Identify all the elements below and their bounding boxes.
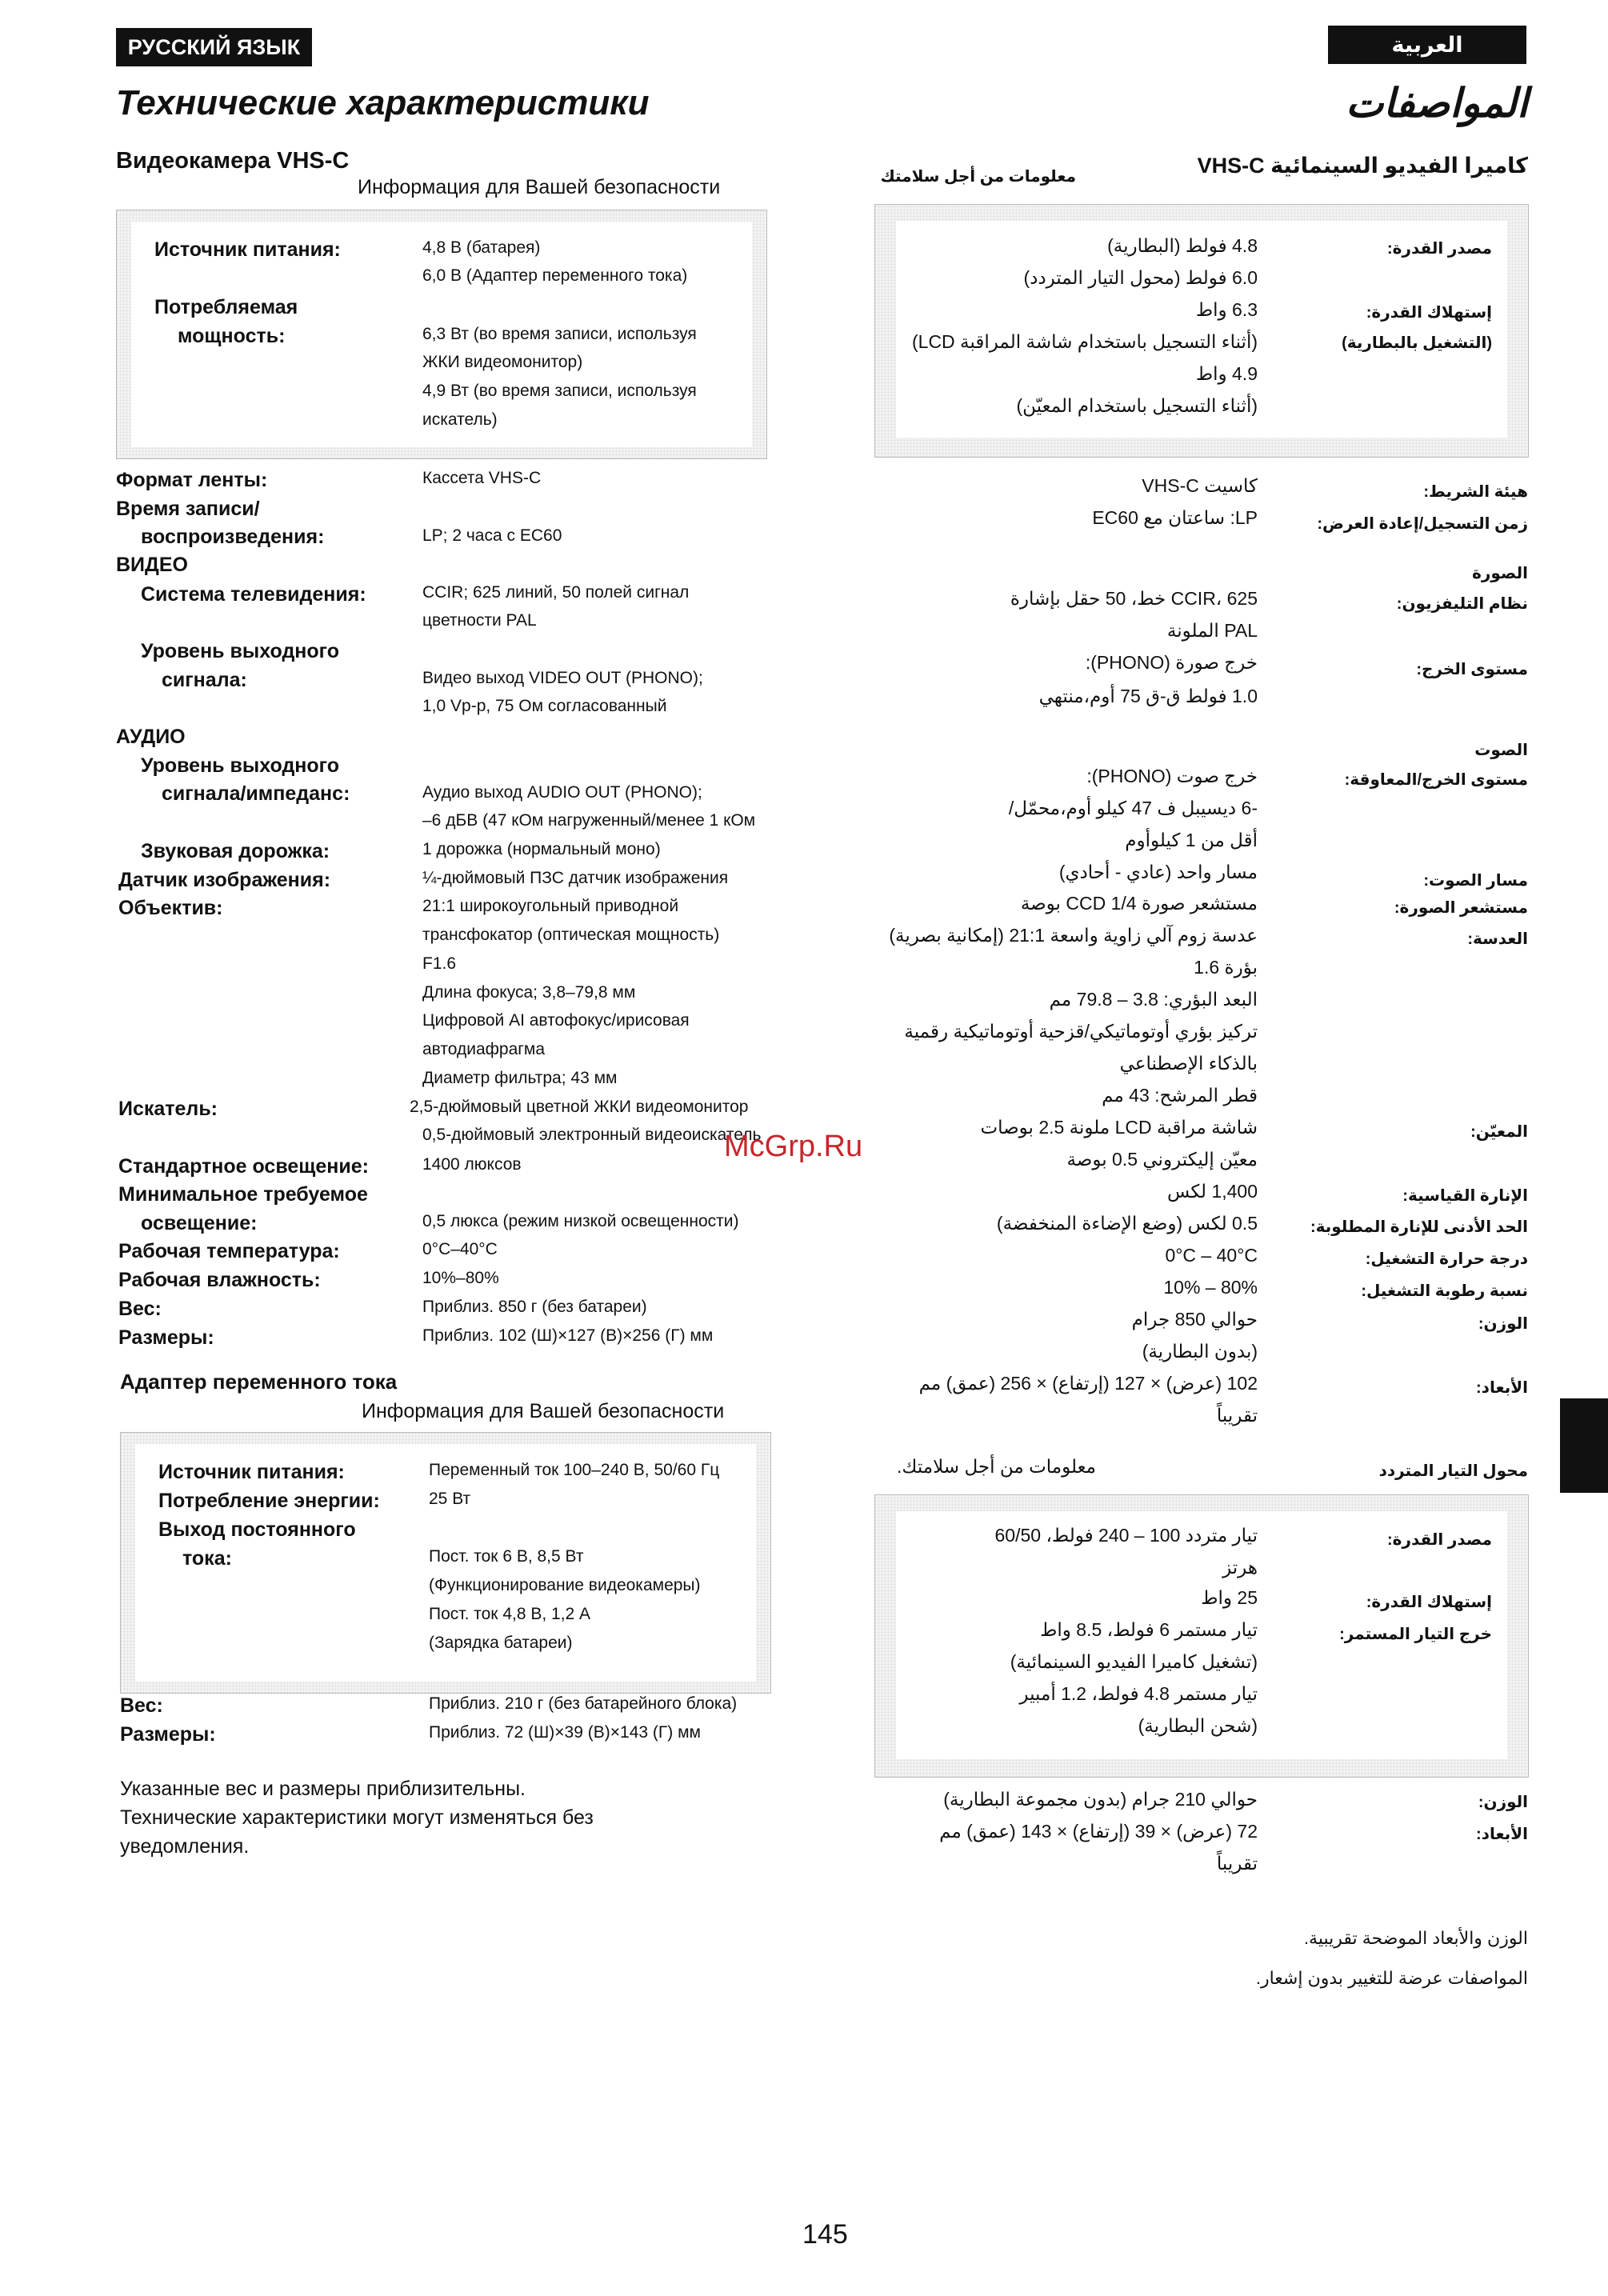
recording-time-value-arabic: LP: ساعتان مع EC60: [1092, 507, 1258, 528]
operating-temperature-value: 0°C–40°C: [422, 1240, 498, 1258]
operating-temperature-label-arabic: درجة حرارة التشغيل:: [1365, 1250, 1528, 1268]
sound-track-label: Звуковая дорожка:: [141, 840, 330, 862]
footnote-line-arabic: الوزن والأبعاد الموضحة تقريبية.: [1303, 1928, 1528, 1948]
recording-time-label-arabic: زمن التسجيل/إعادة العرض:: [1317, 515, 1528, 533]
adapter-weight-label-arabic: الوزن:: [1478, 1794, 1528, 1811]
viewfinder-value-arabic: معيّن إليكتروني 0.5 بوصة: [1066, 1149, 1258, 1170]
adapter-dc-output-label: Выход постоянного: [158, 1518, 356, 1541]
adapter-dc-output-value: Пост. ток 6 В, 8,5 Вт: [429, 1547, 584, 1566]
lens-value: автодиафрагма: [422, 1040, 546, 1058]
video-heading: ВИДЕО: [116, 554, 188, 576]
operating-humidity-value-arabic: 10% – 80%: [1163, 1277, 1258, 1298]
video-output-label: сигнала:: [162, 669, 247, 691]
adapter-safety-note: Информация для Вашей безопасности: [362, 1400, 725, 1422]
adapter-dc-output-label-arabic: خرج التيار المستمر:: [1339, 1626, 1492, 1643]
adapter-power-source-label-arabic: مصدر القدرة:: [1386, 1531, 1492, 1549]
section-side-tab: [1560, 1398, 1608, 1493]
recording-time-label: Время записи/: [116, 498, 260, 520]
minimum-illumination-label: Минимальное требуемое: [118, 1183, 368, 1206]
power-consumption-value: ЖКИ видеомонитор): [422, 353, 583, 371]
image-sensor-label-arabic: مستشعر الصورة:: [1394, 899, 1528, 917]
lens-label: Объектив:: [118, 897, 223, 919]
audio-output-value: –6 дБВ (47 кОм нагруженный/менее 1 кОм: [422, 811, 756, 830]
language-tag-russian: РУССКИЙ ЯЗЫК: [116, 28, 312, 66]
viewfinder-value: 0,5-дюймовый электронный видеоискатель: [422, 1126, 762, 1144]
tv-system-value-arabic: PAL الملونة: [1166, 620, 1258, 641]
page-title-arabic: المواصفات: [1346, 81, 1528, 126]
weight-label-arabic: الوزن:: [1478, 1315, 1528, 1333]
dimensions-label: Размеры:: [118, 1326, 214, 1349]
adapter-heading-arabic: محول التيار المتردد: [1378, 1462, 1528, 1480]
footnote-line-arabic: المواصفات عرضة للتغيير بدون إشعار.: [1255, 1968, 1528, 1988]
power-source-value-arabic: 4.8 فولط (البطارية): [1107, 235, 1258, 256]
viewfinder-label: Искатель:: [118, 1098, 218, 1120]
tape-format-label-arabic: هيئة الشريط:: [1423, 483, 1528, 501]
operating-temperature-value-arabic: 0°C – 40°C: [1165, 1245, 1258, 1266]
camera-safety-note: Информация для Вашей безопасности: [358, 176, 721, 198]
footnote-line: Указанные вес и размеры приблизительны.: [120, 1778, 526, 1800]
video-output-label-arabic: مستوى الخرج:: [1416, 661, 1528, 678]
image-sensor-value: ¼-дюймовый ПЗС датчик изображения: [422, 869, 729, 887]
adapter-consumption-label: Потребление энергии:: [158, 1490, 380, 1512]
minimum-illumination-value: 0,5 люкса (режим низкой освещенности): [422, 1212, 739, 1230]
audio-output-value-arabic: أقل من 1 كيلوأوم: [1125, 830, 1258, 850]
minimum-illumination-label: освещение:: [141, 1212, 258, 1234]
operating-humidity-label: Рабочая влажность:: [118, 1269, 321, 1291]
video-output-value: Видео выход VIDEO OUT (PHONO);: [422, 669, 703, 687]
lens-value: Длина фокуса; 3,8–79,8 мм: [422, 983, 636, 1002]
audio-output-value-arabic: -6 ديسيبل ف 47 كيلو أوم،محمّل/: [1008, 798, 1258, 818]
adapter-dimensions-label-arabic: الأبعاد:: [1476, 1826, 1528, 1843]
audio-output-value: Аудио выход AUDIO OUT (PHONO);: [422, 783, 702, 802]
power-consumption-label: Потребляемая: [154, 296, 298, 318]
lens-value-arabic: بؤرة 1.6: [1194, 957, 1258, 978]
recording-time-label: воспроизведения:: [141, 526, 325, 548]
power-consumption-label: мощность:: [178, 325, 286, 347]
power-consumption-value-arabic: (أثناء التسجيل باستخدام المعيّن): [1016, 395, 1258, 416]
video-output-value: 1,0 Vp-p, 75 Ом согласованный: [422, 697, 667, 715]
audio-output-label-arabic: مستوى الخرج/المعاوقة:: [1344, 771, 1528, 789]
adapter-dc-output-value-arabic: (تشغيل كاميرا الفيديو السينمائية): [1010, 1651, 1258, 1672]
camera-heading-arabic: كاميرا الفيديو السينمائية VHS-C: [1197, 154, 1528, 178]
tape-format-label: Формат ленты:: [116, 469, 268, 491]
video-output-label: Уровень выходного: [141, 640, 340, 662]
adapter-dc-output-value: (Зарядка батареи): [429, 1634, 573, 1652]
viewfinder-value: 2,5-дюймовый цветной ЖКИ видеомонитор: [410, 1098, 749, 1116]
language-tag-arabic: العربية: [1328, 26, 1526, 64]
adapter-consumption-value: 25 Вт: [429, 1490, 471, 1508]
audio-output-label: сигнала/импеданс:: [162, 782, 350, 805]
adapter-power-source-value: Переменный ток 100–240 В, 50/60 Гц: [429, 1461, 720, 1479]
dimensions-value-arabic: تقريباً: [1216, 1405, 1258, 1426]
standard-illumination-label-arabic: الإنارة القياسية:: [1402, 1187, 1528, 1205]
adapter-dc-output-value: (Функционирование видеокамеры): [429, 1576, 701, 1594]
minimum-illumination-value-arabic: 0.5 لكس (وضع الإضاءة المنخفضة): [996, 1213, 1258, 1234]
lens-value-arabic: بالذكاء الإصطناعي: [1119, 1053, 1258, 1074]
watermark-text: McGrp.Ru: [724, 1130, 863, 1163]
lens-value-arabic: البعد البؤري: 3.8 – 79.8 مم: [1049, 989, 1258, 1010]
adapter-consumption-label-arabic: إستهلاك القدرة:: [1366, 1594, 1492, 1611]
recording-time-value: LP; 2 часа с EC60: [422, 526, 562, 545]
power-consumption-value: 6,3 Вт (во время записи, используя: [422, 325, 697, 343]
power-consumption-value-arabic: 6.3 واط: [1195, 299, 1258, 320]
adapter-dimensions-label: Размеры:: [120, 1723, 216, 1746]
standard-illumination-value: 1400 люксов: [422, 1155, 522, 1174]
footnote-line: Технические характеристики могут изменяться без: [120, 1806, 594, 1829]
lens-value: Цифровой AI автофокус/ирисовая: [422, 1011, 690, 1030]
operating-humidity-label-arabic: نسبة رطوبة التشغيل:: [1361, 1282, 1528, 1300]
footnote-line: уведомления.: [120, 1835, 250, 1858]
adapter-weight-value-arabic: حوالي 210 جرام (بدون مجموعة البطارية): [943, 1789, 1258, 1810]
lens-value-arabic: عدسة زوم آلي زاوية واسعة 21:1 (إمكانية بصرية): [889, 925, 1258, 946]
adapter-weight-label: Вес:: [120, 1694, 163, 1717]
weight-label: Вес:: [118, 1298, 162, 1320]
viewfinder-label-arabic: المعيّن:: [1470, 1123, 1528, 1141]
adapter-consumption-value-arabic: 25 واط: [1201, 1587, 1258, 1608]
tv-system-value: цветности PAL: [422, 611, 537, 630]
lens-value: 21:1 широкоугольный приводной: [422, 897, 679, 915]
operating-humidity-value: 10%–80%: [422, 1269, 499, 1287]
audio-heading-arabic: الصوت: [1474, 742, 1528, 759]
power-consumption-value-arabic: 4.9 واط: [1195, 363, 1258, 384]
dimensions-value-arabic: 102 (عرض) × 127 (إرتفاع) × 256 (عمق) مم: [918, 1373, 1258, 1394]
power-source-label-arabic: مصدر القدرة:: [1386, 240, 1492, 258]
video-output-value-arabic: خرج صورة (PHONO):: [1085, 652, 1258, 673]
power-consumption-label-arabic: إستهلاك القدرة:: [1366, 304, 1492, 322]
tv-system-label-arabic: نظام التليفزيون:: [1396, 595, 1528, 613]
adapter-power-source-value-arabic: تيار متردد 100 – 240 فولط، 60/50: [994, 1525, 1258, 1546]
lens-value: Диаметр фильтра; 43 мм: [422, 1069, 618, 1087]
tape-format-value: Кассета VHS-C: [422, 469, 542, 487]
viewfinder-value-arabic: شاشة مراقبة LCD ملونة 2.5 بوصات: [980, 1117, 1258, 1138]
adapter-dimensions-value-arabic: 72 (عرض) × 39 (إرتفاع) × 143 (عمق) مم: [939, 1821, 1258, 1842]
audio-heading: АУДИО: [116, 726, 186, 748]
power-source-value: 6,0 В (Адаптер переменного тока): [422, 266, 688, 285]
weight-value-arabic: حوالي 850 جرام: [1131, 1309, 1258, 1330]
adapter-weight-value: Приблиз. 210 г (без батарейного блока): [429, 1694, 738, 1713]
adapter-dc-output-value-arabic: (شحن البطارية): [1138, 1715, 1258, 1736]
image-sensor-value-arabic: مستشعر صورة CCD 1/4 بوصة: [1020, 893, 1258, 914]
adapter-power-source-value-arabic: هرتز: [1222, 1557, 1258, 1578]
sound-track-value: 1 дорожка (нормальный моно): [422, 840, 661, 858]
lens-value: F1.6: [422, 954, 457, 973]
audio-output-value-arabic: خرج صوت (PHONO):: [1086, 766, 1258, 786]
adapter-power-source-label: Источник питания:: [158, 1461, 345, 1483]
sound-track-value-arabic: مسار واحد (عادي - أحادي): [1058, 862, 1258, 882]
power-consumption-value-arabic: (أثناء التسجيل باستخدام شاشة المراقبة LCD): [911, 331, 1258, 352]
power-consumption-value: 4,9 Вт (во время записи, используя: [422, 382, 697, 400]
tv-system-value-arabic: CCIR، 625 خط، 50 حقل بإشارة: [1010, 588, 1258, 609]
adapter-dc-output-value: Пост. ток 4,8 В, 1,2 А: [429, 1605, 591, 1623]
tv-system-label: Система телевидения:: [141, 583, 366, 606]
adapter-dimensions-value: Приблиз. 72 (Ш)×39 (В)×143 (Г) мм: [429, 1723, 701, 1742]
tv-system-value: CCIR; 625 линий, 50 полей сигнал: [422, 583, 690, 602]
page-title-russian: Технические характеристики: [116, 83, 650, 122]
tape-format-value-arabic: كاسيت VHS-C: [1142, 475, 1258, 496]
image-sensor-label: Датчик изображения:: [118, 869, 331, 891]
power-source-value-arabic: 6.0 فولط (محول التيار المتردد): [1023, 267, 1258, 288]
dimensions-value: Приблиз. 102 (Ш)×127 (В)×256 (Г) мм: [422, 1326, 714, 1345]
video-output-value-arabic: 1.0 فولط ق-ق 75 أوم،منتهي: [1038, 686, 1258, 706]
sound-track-label-arabic: مسار الصوت:: [1423, 872, 1528, 890]
operating-temperature-label: Рабочая температура:: [118, 1240, 340, 1262]
power-source-value: 4,8 В (батарея): [422, 238, 541, 257]
dimensions-label-arabic: الأبعاد:: [1476, 1379, 1528, 1397]
lens-value-arabic: قطر المرشح: 43 مم: [1102, 1085, 1258, 1106]
lens-label-arabic: العدسة:: [1467, 930, 1528, 948]
standard-illumination-value-arabic: 1,400 لكس: [1167, 1181, 1258, 1202]
minimum-illumination-label-arabic: الحد الأدنى للإنارة المطلوبة:: [1310, 1218, 1528, 1236]
page-number: 145: [802, 2219, 848, 2250]
adapter-dc-output-label: тока:: [182, 1547, 232, 1570]
adapter-dimensions-value-arabic: تقريباً: [1216, 1853, 1258, 1874]
camera-safety-note-arabic: معلومات من أجل سلامتك: [880, 168, 1076, 186]
power-source-label: Источник питания:: [154, 238, 341, 261]
video-heading-arabic: الصورة: [1472, 565, 1528, 582]
adapter-safety-note-arabic: معلومات من أجل سلامتك.: [897, 1456, 1096, 1477]
adapter-dc-output-value-arabic: تيار مستمر 4.8 فولط، 1.2 أمبير: [1019, 1683, 1258, 1704]
standard-illumination-label: Стандартное освещение:: [118, 1155, 369, 1178]
lens-value-arabic: تركيز بؤري أوتوماتيكي/قزحية أوتوماتيكية رقمية: [904, 1021, 1258, 1042]
lens-value: трансфокатор (оптическая мощность): [422, 926, 720, 944]
adapter-heading: Адаптер переменного тока: [120, 1370, 398, 1394]
camera-heading: Видеокамера VHS-C: [116, 148, 350, 174]
weight-value: Приблиз. 850 г (без батареи): [422, 1298, 647, 1316]
power-consumption-value: искатель): [422, 410, 498, 429]
weight-value-arabic: (بدون البطارية): [1142, 1341, 1258, 1362]
power-consumption-label-arabic: (التشغيل بالبطارية): [1342, 334, 1492, 352]
adapter-dc-output-value-arabic: تيار مستمر 6 فولط، 8.5 واط: [1040, 1619, 1258, 1640]
audio-output-label: Уровень выходного: [141, 754, 340, 777]
